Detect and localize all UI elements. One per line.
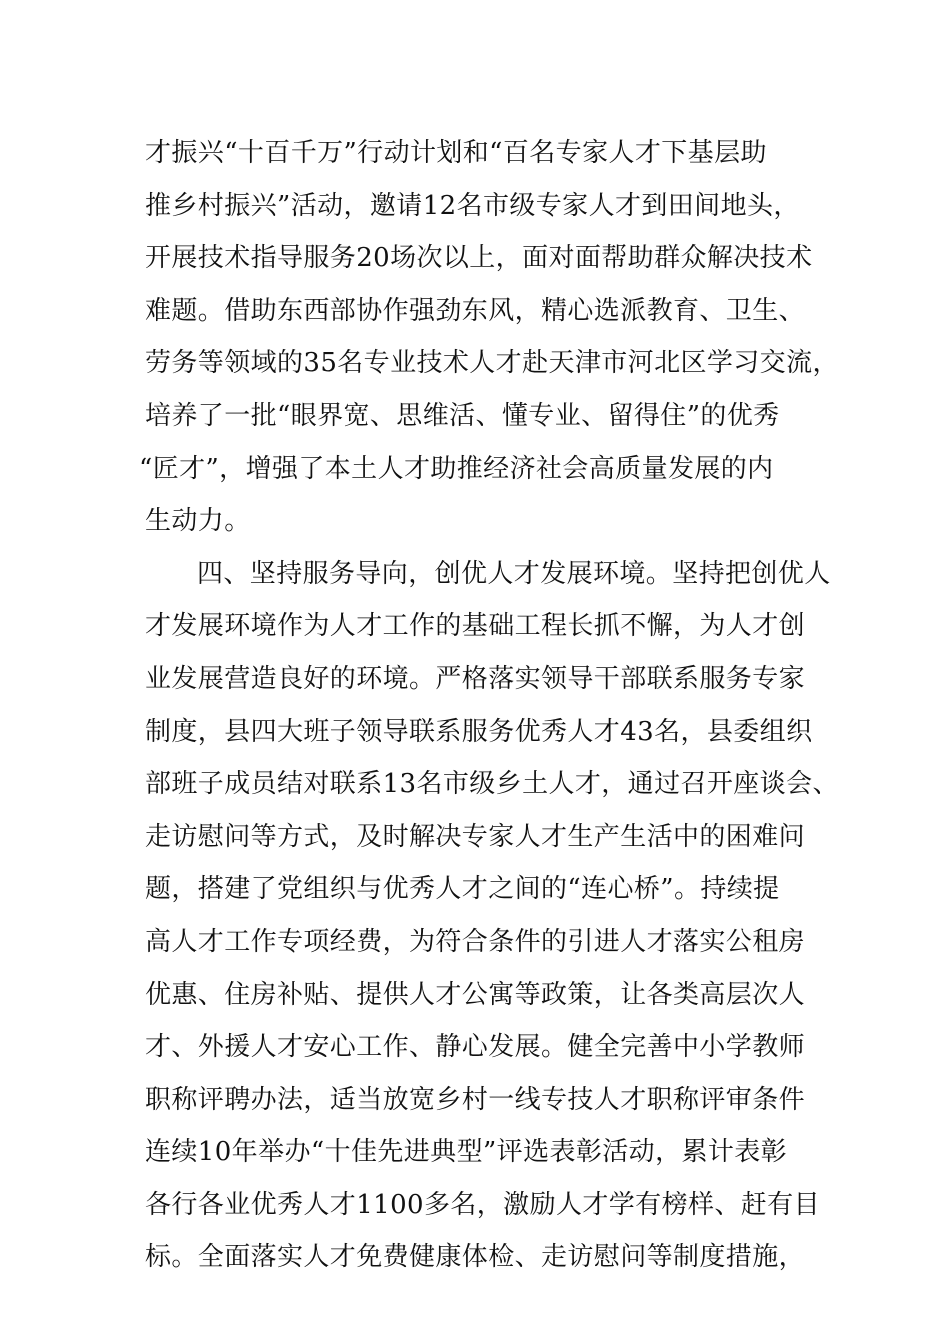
text-line: 才发展环境作为人才工作的基础工程长抓不懈，为人才创 <box>145 611 806 642</box>
text-line: 难题。借助东西部协作强劲东风，精心选派教育、卫生、 <box>145 295 806 326</box>
text-line: 才振兴“十百千万”行动计划和“百名专家人才下基层助 <box>145 138 767 168</box>
text-line: 开展技术指导服务20场次以上，面对面帮助群众解决技术 <box>145 243 813 274</box>
text-line: 劳务等领域的35名专业技术人才赴天津市河北区学习交流， <box>145 348 839 379</box>
text-line: 各行各业优秀人才1100多名，激励人才学有榜样、赶有目 <box>145 1189 820 1220</box>
text-line: 高人才工作专项经费，为符合条件的引进人才落实公租房 <box>145 926 806 957</box>
text-line: 题，搭建了党组织与优秀人才之间的“连心桥”。持续提 <box>145 874 780 905</box>
body-text <box>139 127 865 1284</box>
text-line: 职称评聘办法，适当放宽乡村一线专技人才职称评审条件 <box>145 1084 806 1115</box>
text-line: 优惠、住房补贴、提供人才公寓等政策，让各类高层次人 <box>145 979 806 1010</box>
text-line: “匠才”，增强了本土人才助推经济社会高质量发展的内 <box>139 453 774 484</box>
text-line: 标。全面落实人才免费健康体检、走访慰问等制度措施， <box>145 1242 806 1273</box>
text-line: 部班子成员结对联系13名市级乡土人才，通过召开座谈会、 <box>145 769 839 800</box>
text-line: 连续10年举办“十佳先进典型”评选表彰活动，累计表彰 <box>145 1137 788 1168</box>
text-line: 制度，县四大班子领导联系服务优秀人才43名，县委组织 <box>145 716 813 747</box>
text-line: 培养了一批“眼界宽、思维活、懂专业、留得住”的优秀 <box>145 400 780 431</box>
section-heading-line: 四、坚持服务导向，创优人才发展环境。坚持把创优人 <box>197 558 831 589</box>
text-line: 走访慰问等方式，及时解决专家人才生产生活中的困难问 <box>145 821 806 852</box>
text-line: 才、外援人才安心工作、静心发展。健全完善中小学教师 <box>145 1032 806 1063</box>
text-line: 推乡村振兴”活动，邀请12名市级专家人才到田间地头， <box>145 190 800 221</box>
text-line: 业发展营造良好的环境。严格落实领导干部联系服务专家 <box>145 663 806 694</box>
text-line: 生动力。 <box>145 506 251 537</box>
